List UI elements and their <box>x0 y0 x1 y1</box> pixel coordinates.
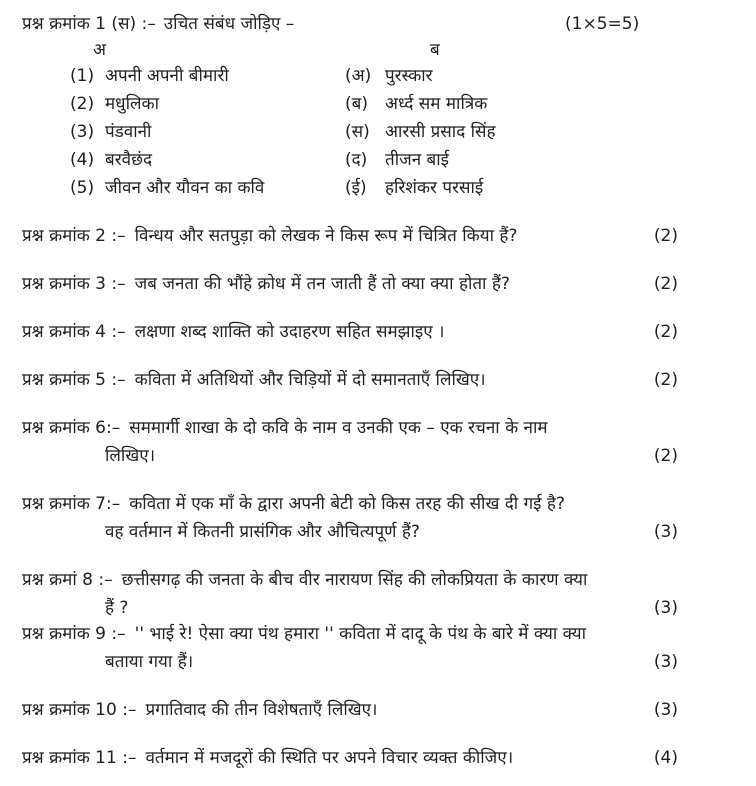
question-number: प्रश्न क्रमांक 10 :– <box>22 700 137 720</box>
match-left-text: अपनी अपनी बीमारी <box>105 66 229 86</box>
question-marks: (4) <box>653 748 678 768</box>
match-row <box>22 146 756 174</box>
match-right-text: तीजन बाई <box>385 150 450 170</box>
match-left-text: बरवैछंद <box>105 150 153 170</box>
match-right-number: (द) <box>345 150 368 170</box>
match-right-number: (ई) <box>345 178 367 198</box>
question-text: जब जनता की भौंहे क्रोध में तन जाती हैं तो क्या क्या होता हैं? <box>134 274 510 294</box>
question-text: कविता में एक माँ के द्वारा अपनी बेटी को किस तरह की सीख दी गई है? <box>129 494 565 514</box>
match-left-number: (4) <box>70 150 95 170</box>
match-left-text: जीवन और यौवन का कवि <box>105 178 265 198</box>
match-right-text: पुरस्कार <box>385 66 433 86</box>
question-marks: (3) <box>653 652 678 672</box>
match-right-text: हरिशंकर परसाई <box>385 178 484 198</box>
question-marks: (2) <box>653 446 678 466</box>
match-left-number: (2) <box>70 94 95 114</box>
question-block <box>22 222 756 250</box>
match-left-number: (3) <box>70 122 95 142</box>
question-text: कविता में अतिथियों और चिड़ियों में दो समानताएँ लिखिए। <box>134 370 486 390</box>
question-number: प्रश्न क्रमांक 3 :– <box>22 274 126 294</box>
match-pairs-list <box>22 62 756 202</box>
question-1-header <box>22 10 756 38</box>
question-marks: (2) <box>653 226 678 246</box>
match-right-number: (अ) <box>345 66 372 86</box>
question-text: विन्धय और सतपुड़ा को लेखक ने किस रूप में चित्रित किया हैं? <box>134 226 518 246</box>
question-marks: (3) <box>653 598 678 618</box>
column-b-header: ब <box>430 40 440 60</box>
match-right-text: आरसी प्रसाद सिंह <box>385 122 496 142</box>
question-text-continued: बताया गया हैं। <box>105 652 194 672</box>
question-number: प्रश्न क्रमांक 2 :– <box>22 226 126 246</box>
question-number: प्रश्न क्रमां 8 :– <box>22 570 113 590</box>
question-text: प्रगातिवाद की तीन विशेषताएँ लिखिए। <box>145 700 378 720</box>
question-number: प्रश्न क्रमांक 4 :– <box>22 322 126 342</box>
question-text-continued: वह वर्तमान में कितनी प्रासंगिक और औचित्यपूर्ण हैं? <box>105 522 420 542</box>
match-right-number: (ब) <box>345 94 368 114</box>
match-left-text: पंडवानी <box>105 122 152 142</box>
match-right-text: अर्ध्द सम मात्रिक <box>385 94 488 114</box>
question-block <box>22 490 756 546</box>
question-marks: (3) <box>653 700 678 720</box>
question-number: प्रश्न क्रमांक 11 :– <box>22 748 137 768</box>
question-text: छत्तीसगढ़ की जनता के बीच वीर नारायण सिंह की लोकप्रियता के कारण क्या <box>121 570 588 590</box>
question-1-number: प्रश्न क्रमांक 1 (स) :– <box>22 14 156 34</box>
match-left-number: (1) <box>70 66 95 86</box>
question-block <box>22 318 756 346</box>
question-marks: (3) <box>653 522 678 542</box>
question-block <box>22 414 756 470</box>
question-text: सममार्गी शाखा के दो कवि के नाम व उनकी एक – एक रचना के नाम <box>129 418 548 438</box>
question-text: लक्षणा शब्द शाक्ति को उदाहरण सहित समझाइए । <box>134 322 445 342</box>
question-marks: (2) <box>653 322 678 342</box>
question-text: वर्तमान में मजदूरों की स्थिति पर अपने विचार व्यक्त कीजिए। <box>145 748 514 768</box>
question-block <box>22 620 756 676</box>
question-marks: (2) <box>653 370 678 390</box>
match-right-number: (स) <box>345 122 370 142</box>
question-block <box>22 696 756 724</box>
question-text-continued: हैं ? <box>105 598 129 618</box>
question-text-continued: लिखिए। <box>105 446 156 466</box>
question-block <box>22 566 756 622</box>
question-block <box>22 744 756 772</box>
match-column-headers <box>22 38 756 62</box>
match-row <box>22 174 756 202</box>
question-text: '' भाई रे! ऐसा क्या पंथ हमारा '' कविता में दादू के पंथ के बारे में क्या क्या <box>134 624 586 644</box>
question-block <box>22 366 756 394</box>
question-1-marks: (1×5=5) <box>565 14 640 34</box>
question-number: प्रश्न क्रमांक 5 :– <box>22 370 126 390</box>
questions-list <box>22 222 756 772</box>
match-left-number: (5) <box>70 178 95 198</box>
question-number: प्रश्न क्रमांक 9 :– <box>22 624 126 644</box>
question-1-text: उचित संबंध जोड़िए – <box>163 14 295 34</box>
question-number: प्रश्न क्रमांक 7:– <box>22 494 121 514</box>
match-row <box>22 62 756 90</box>
column-a-header: अ <box>93 40 106 60</box>
question-block <box>22 270 756 298</box>
question-marks: (2) <box>653 274 678 294</box>
match-row <box>22 90 756 118</box>
match-left-text: मधुलिका <box>105 94 160 114</box>
question-number: प्रश्न क्रमांक 6:– <box>22 418 121 438</box>
match-row <box>22 118 756 146</box>
